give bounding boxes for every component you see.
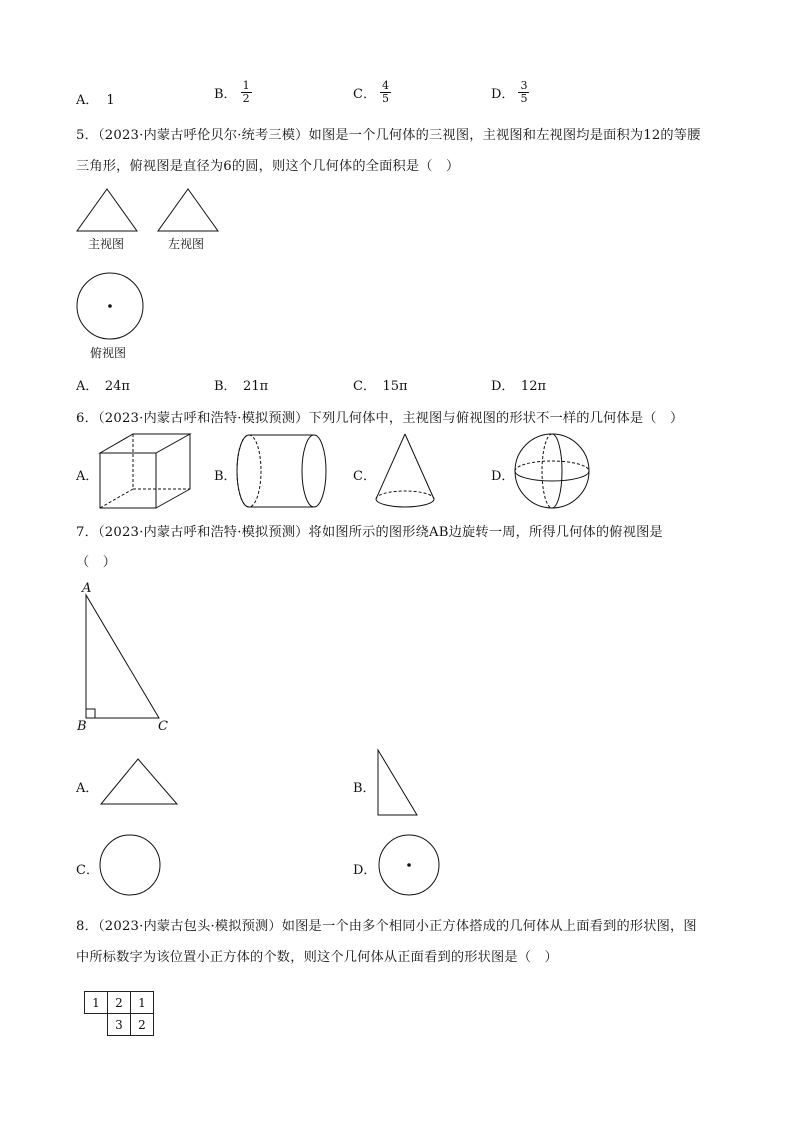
q6-text-line1: 6．（2023·内蒙古呼和浩特·模拟预测）下列几何体中，主视图与俯视图的形状不一样的几何体是（ ） (76, 411, 684, 426)
q5-option-d: D． 12π (491, 379, 547, 394)
q4-option-d: D． $\frac{3}{5}$ (491, 79, 528, 105)
fraction: $\frac{3}{5}$ (520, 79, 528, 105)
sphere-figure (514, 433, 590, 509)
top-view-number-grid (84, 991, 154, 1036)
q7-option-c: C． (76, 863, 99, 878)
cylinder-figure (236, 434, 328, 508)
left-view-caption: 左视图 (168, 237, 205, 251)
q6-option-a: A． (76, 469, 99, 484)
front-view-triangle (76, 188, 138, 232)
grid-row (85, 1014, 154, 1036)
front-view-caption: 主视图 (88, 237, 125, 251)
q5-text-line1: 5．（2023·内蒙古呼伦贝尔·统考三模）如图是一个几何体的三视图，主视图和左视图均是面积为12的等腰 (76, 128, 701, 143)
option-c-circle (99, 834, 163, 898)
grid-cell: 3 (108, 1014, 131, 1036)
right-triangle-figure (84, 594, 162, 720)
q6-option-b: B． (214, 469, 237, 484)
grid-row (85, 992, 154, 1014)
grid-cell: 2 (131, 1014, 154, 1036)
q8-text-line2: 中所标数字为该位置小正方体的个数，则这个几何体从正面看到的形状图是（ ） (76, 950, 558, 965)
option-a-triangle (100, 758, 180, 806)
cube-figure (98, 433, 192, 509)
q6-option-c: C． (353, 469, 376, 484)
q8-text-line1: 8．（2023·内蒙古包头·模拟预测）如图是一个由多个相同小正方体搭成的几何体从上面看到的形状图，图 (76, 919, 697, 934)
top-view-caption: 俯视图 (90, 346, 127, 360)
left-view-triangle (157, 188, 219, 232)
cone-figure (374, 433, 436, 509)
q7-option-a: A． (76, 781, 99, 796)
q4-option-a: A． 1 (76, 93, 115, 108)
point-c-label: C (158, 719, 168, 734)
fraction: $\frac{1}{2}$ (242, 79, 250, 105)
option-d-circle-with-center (378, 834, 442, 898)
grid-cell: 2 (108, 992, 131, 1014)
q7-text-line2: （ ） (76, 555, 117, 570)
grid-cell: 1 (85, 992, 108, 1014)
q7-option-b: B． (353, 781, 376, 796)
fraction: $\frac{4}{5}$ (381, 79, 389, 105)
q6-option-d: D． (491, 469, 515, 484)
option-b-right-triangle (376, 749, 420, 817)
q7-option-d: D． (353, 863, 377, 878)
point-a-label: A (82, 581, 92, 596)
grid-cell: 1 (131, 992, 154, 1014)
q4-option-b: B． $\frac{1}{2}$ (214, 79, 250, 105)
q7-text-line1: 7．（2023·内蒙古呼和浩特·模拟预测）将如图所示的图形绕AB边旋转一周，所得几何体的俯视图是 (76, 525, 663, 540)
q5-option-b: B． 21π (214, 379, 269, 394)
top-view-circle (76, 272, 144, 340)
q4-option-c: C． $\frac{4}{5}$ (353, 79, 389, 105)
grid-cell-empty (85, 1014, 108, 1036)
point-b-label: B (77, 719, 87, 734)
q5-text-line2: 三角形，俯视图是直径为6的圆，则这个几何体的全面积是（ ） (76, 159, 460, 174)
q5-option-a: A． 24π (76, 379, 130, 394)
q5-option-c: C． 15π (353, 379, 408, 394)
